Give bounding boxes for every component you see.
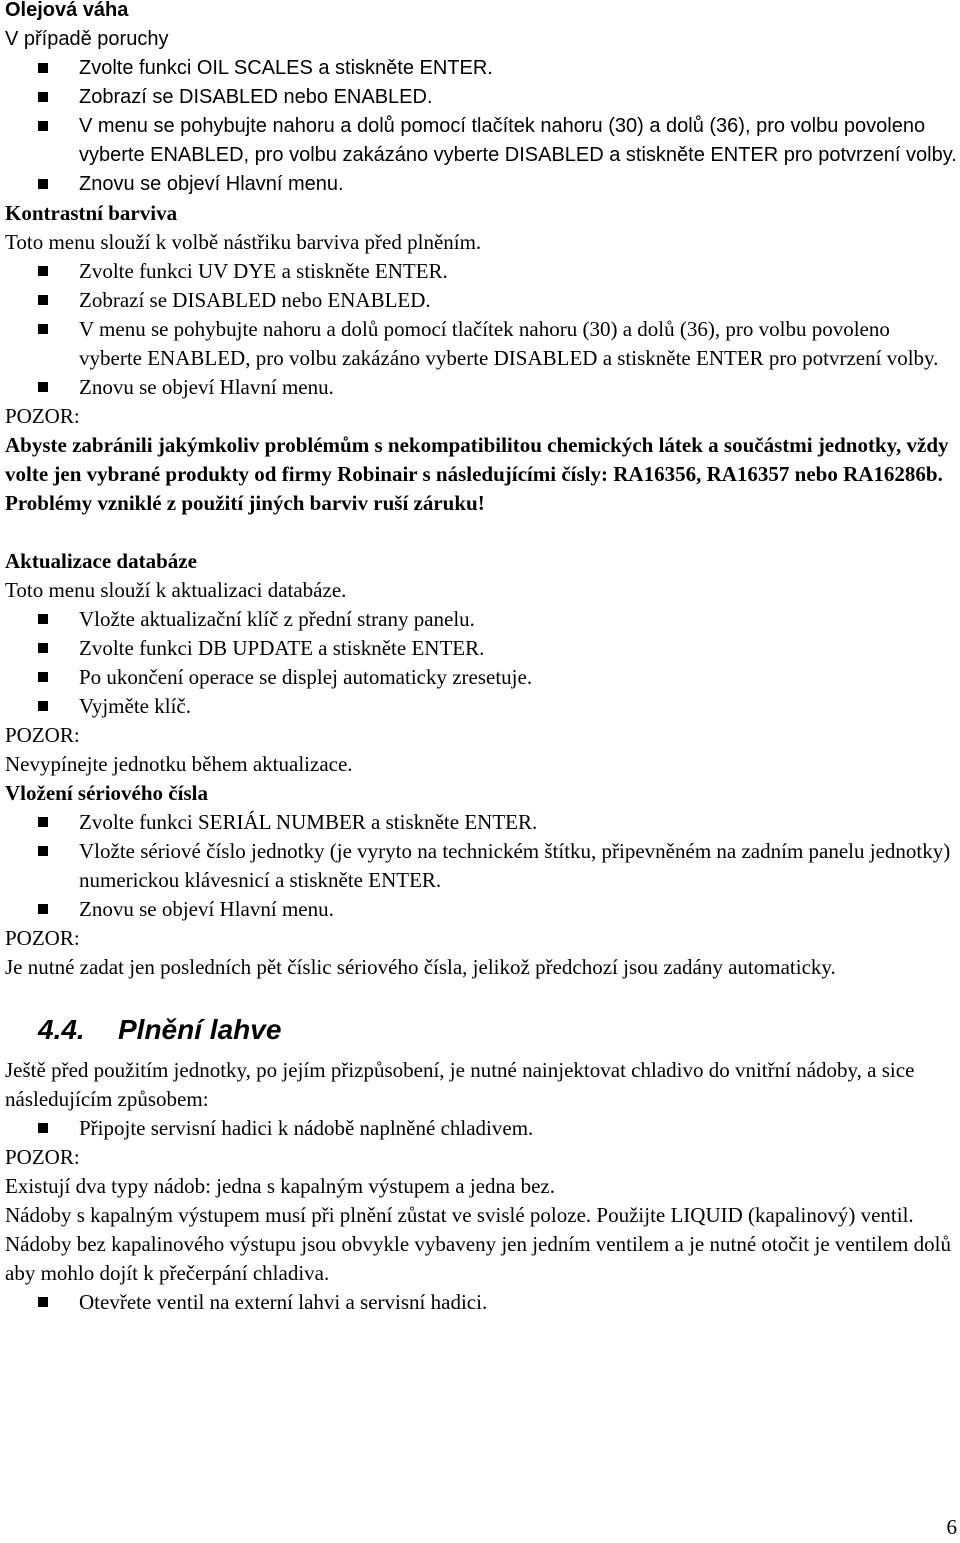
list-item: Znovu se objeví Hlavní menu. bbox=[5, 170, 957, 199]
list-item: Vložte aktualizační klíč z přední strany panelu. bbox=[5, 605, 957, 634]
dye-heading: Kontrastní barviva bbox=[5, 201, 178, 225]
square-bullet-icon bbox=[38, 179, 48, 189]
fill-paragraph-1: Existují dva typy nádob: jedna s kapalným výstupem a jedna bez. bbox=[5, 1174, 555, 1198]
list-item: Zvolte funkci DB UPDATE a stiskněte ENTER. bbox=[5, 634, 957, 663]
list-item: Zvolte funkci OIL SCALES a stiskněte ENTER. bbox=[5, 54, 957, 83]
fill-paragraph-3: Nádoby bez kapalinového výstupu jsou obvykle vybaveny jen jedním ventilem a je nutné otočit je ventilem dolů aby mohlo dojít k přečerpání chladiva. bbox=[5, 1232, 951, 1285]
list-item: V menu se pohybujte nahoru a dolů pomocí tlačítek nahoru (30) a dolů (36), pro volbu povoleno vyberte ENABLED, pro volbu zakázáno vyberte DISABLED a stiskněte ENTER pro potvrzení volby. bbox=[5, 112, 957, 170]
square-bullet-icon bbox=[38, 904, 48, 914]
list-item: Znovu se objeví Hlavní menu. bbox=[5, 373, 957, 402]
spacer bbox=[5, 518, 957, 547]
square-bullet-icon bbox=[38, 614, 48, 624]
document-page bbox=[5, 0, 957, 1317]
square-bullet-icon bbox=[38, 817, 48, 827]
square-bullet-icon bbox=[38, 672, 48, 682]
list-item: Zvolte funkci UV DYE a stiskněte ENTER. bbox=[5, 257, 957, 286]
list-item: Připojte servisní hadici k nádobě naplněné chladivem. bbox=[5, 1114, 957, 1143]
dye-warning-text: Abyste zabránili jakýmkoliv problémům s nekompatibilitou chemických látek a součástmi jednotky, vždy volte jen vybrané produkty od firmy Robinair s následujícími čísly: RA16356, RA16357 nebo RA16286b. Problémy vzniklé z použití jiných barviv ruší záruku! bbox=[5, 433, 949, 515]
db-update-steps bbox=[5, 605, 957, 721]
square-bullet-icon bbox=[38, 92, 48, 102]
square-bullet-icon bbox=[38, 324, 48, 334]
square-bullet-icon bbox=[38, 643, 48, 653]
db-update-heading: Aktualizace databáze bbox=[5, 549, 197, 573]
page-number: 6 bbox=[946, 1515, 957, 1539]
serial-steps bbox=[5, 808, 957, 924]
square-bullet-icon bbox=[38, 1123, 48, 1133]
list-item: Zvolte funkci SERIÁL NUMBER a stiskněte ENTER. bbox=[5, 808, 957, 837]
serial-heading: Vložení sériového čísla bbox=[5, 781, 208, 805]
db-warning-text: Nevypínejte jednotku během aktualizace. bbox=[5, 752, 353, 776]
list-item: Zobrazí se DISABLED nebo ENABLED. bbox=[5, 286, 957, 315]
list-item: Po ukončení operace se displej automaticky zresetuje. bbox=[5, 663, 957, 692]
square-bullet-icon bbox=[38, 1297, 48, 1307]
list-item: Zobrazí se DISABLED nebo ENABLED. bbox=[5, 83, 957, 112]
square-bullet-icon bbox=[38, 295, 48, 305]
list-item: Znovu se objeví Hlavní menu. bbox=[5, 895, 957, 924]
oil-scale-heading: Olejová váha bbox=[5, 0, 129, 21]
list-item: V menu se pohybujte nahoru a dolů pomocí tlačítek nahoru (30) a dolů (36), pro volbu povoleno vyberte ENABLED, pro volbu zakázáno vyberte DISABLED a stiskněte ENTER pro potvrzení volby. bbox=[5, 315, 957, 373]
db-update-intro: Toto menu slouží k aktualizaci databáze. bbox=[5, 578, 347, 602]
fill-steps-1 bbox=[5, 1114, 957, 1143]
serial-warning-text: Je nutné zadat jen posledních pět číslic sériového čísla, jelikož předchozí jsou zadány automaticky. bbox=[5, 955, 836, 979]
list-item: Vyjměte klíč. bbox=[5, 692, 957, 721]
section-heading bbox=[5, 1012, 957, 1048]
dye-intro: Toto menu slouží k volbě nástřiku barviva před plněním. bbox=[5, 230, 482, 254]
fill-warning-label: POZOR: bbox=[5, 1145, 80, 1169]
oil-scale-intro: V případě poruchy bbox=[5, 28, 169, 50]
dye-steps bbox=[5, 257, 957, 402]
square-bullet-icon bbox=[38, 846, 48, 856]
square-bullet-icon bbox=[38, 121, 48, 131]
section-intro: Ještě před použitím jednotky, po jejím přizpůsobení, je nutné nainjektovat chladivo do vnitřní nádoby, a sice následujícím způsobem: bbox=[5, 1058, 915, 1111]
serial-warning-label: POZOR: bbox=[5, 926, 80, 950]
dye-warning-label: POZOR: bbox=[5, 404, 80, 428]
square-bullet-icon bbox=[38, 266, 48, 276]
list-item: Otevřete ventil na externí lahvi a servisní hadici. bbox=[5, 1288, 957, 1317]
square-bullet-icon bbox=[38, 382, 48, 392]
square-bullet-icon bbox=[38, 63, 48, 73]
db-warning-label: POZOR: bbox=[5, 723, 80, 747]
section-number: 4.4. bbox=[38, 1014, 85, 1045]
list-item: Vložte sériové číslo jednotky (je vyryto na technickém štítku, připevněném na zadním panelu jednotky) numerickou klávesnicí a stiskněte ENTER. bbox=[5, 837, 957, 895]
fill-steps-2 bbox=[5, 1288, 957, 1317]
section-title: Plnění lahve bbox=[118, 1014, 282, 1045]
fill-paragraph-2: Nádoby s kapalným výstupem musí při plnění zůstat ve svislé poloze. Použijte LIQUID (kapalinový) ventil. bbox=[5, 1203, 914, 1227]
oil-scale-steps bbox=[5, 54, 957, 199]
square-bullet-icon bbox=[38, 701, 48, 711]
